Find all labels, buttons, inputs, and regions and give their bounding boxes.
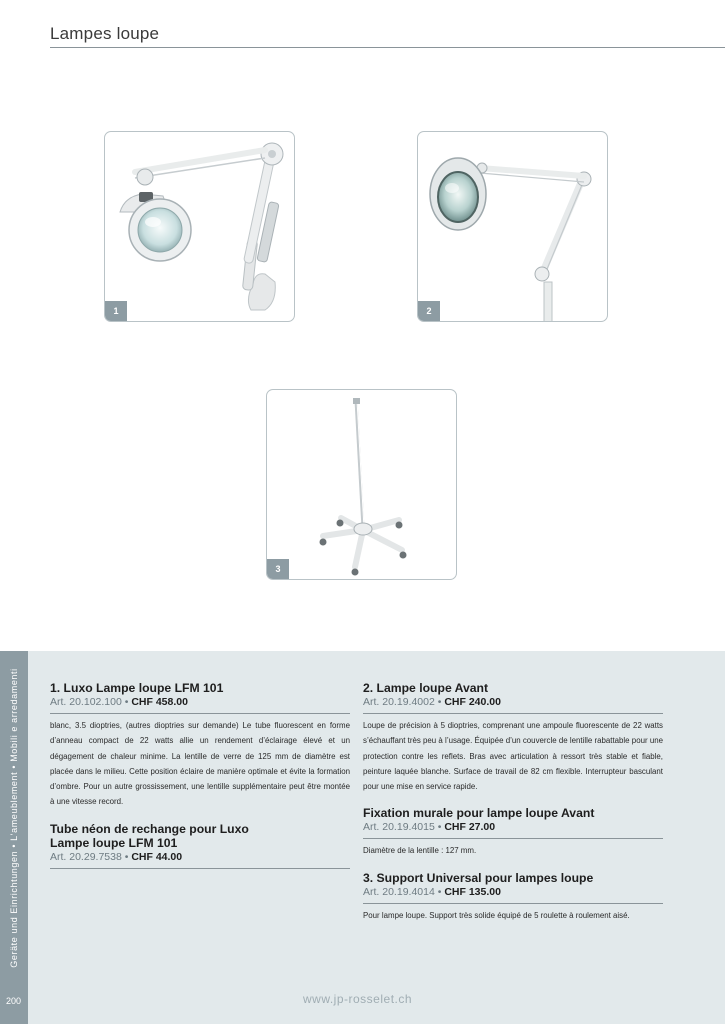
product-block <box>50 822 350 869</box>
product-block <box>50 681 350 810</box>
product-photo-1 <box>104 131 295 322</box>
product-photo-3 <box>266 389 457 580</box>
product-article: Art. 20.19.4014 • CHF 135.00 <box>363 885 501 898</box>
product-column-left <box>50 681 350 869</box>
photo-badge: 1 <box>105 301 127 321</box>
product-price: CHF 458.00 <box>131 696 188 708</box>
product-divider <box>50 713 350 714</box>
product-description: Loupe de précision à 5 dioptries, comprenant une ampoule fluorescente de 22 watts s’échauffant très peu à l’usage. Équipée d’un couvercle de lentille rabattable pour une protection contre les reflets. Bras avec articulation à ressort très stable et fiable, peinture laquée blanche. Surface de travail de 82 cm flexible. Interrupteur basculant pour une mise en service rapide. <box>363 721 663 792</box>
photo-badge: 3 <box>267 559 289 579</box>
product-price: CHF 135.00 <box>444 885 501 898</box>
product-title: 1. Luxo Lampe loupe LFM 101 <box>50 681 224 695</box>
product-price: CHF 240.00 <box>444 696 501 708</box>
product-divider <box>363 838 663 839</box>
product-block <box>363 871 663 923</box>
product-divider <box>363 713 663 714</box>
stand-illustration <box>267 390 457 580</box>
side-category-label: Geräte und Einrichtungen • L'ameublement • Mobili e arredamenti <box>9 668 19 968</box>
product-description: Diamètre de la lentille : 127 mm. <box>363 846 477 856</box>
product-article: Art. 20.29.7538 • CHF 44.00 <box>50 850 183 863</box>
product-divider <box>363 903 663 904</box>
product-title: Tube néon de rechange pour Luxo Lampe loupe LFM 101 <box>50 821 249 850</box>
product-article: Art. 20.102.100 • CHF 458.00 <box>50 696 188 708</box>
product-column-right <box>363 681 663 923</box>
product-description: blanc, 3.5 dioptries, (autres dioptries sur demande) Le tube fluorescent en forme d’anneau compact de 22 watts allie un rendement d’éclairage élevé et un dégagement de chaleur minime. La lentille de verre de 125 mm de diamètre est placée dans le milieu. Cette position éclaire de manière optimale et évite la formation d’ombre. Pour un autre grossissement, une lentille supplémentaire peut être montée à une vitesse record. <box>50 721 350 807</box>
product-title: 2. Lampe loupe Avant <box>363 681 489 695</box>
footer-website-url: www.jp-rosselet.ch <box>303 992 413 1006</box>
product-divider <box>50 868 350 869</box>
product-article: Art. 20.19.4002 • CHF 240.00 <box>363 696 501 708</box>
product-price: CHF 27.00 <box>444 821 496 834</box>
product-article: Art. 20.19.4015 • CHF 27.00 <box>363 821 496 834</box>
product-title: 3. Support Universal pour lampes loupe <box>363 870 594 885</box>
product-block <box>363 806 663 858</box>
photo-badge: 2 <box>418 301 440 321</box>
page-title: Lampes loupe <box>50 24 160 43</box>
product-title: Fixation murale pour lampe loupe Avant <box>363 806 595 821</box>
product-price: CHF 44.00 <box>131 850 183 863</box>
product-description: Pour lampe loupe. Support très solide équipé de 5 roulette à roulement aisé. <box>363 910 630 920</box>
product-photo-2 <box>417 131 608 322</box>
page-number: 200 <box>6 996 22 1006</box>
product-block <box>363 681 663 794</box>
lamp-arm-illustration <box>418 132 608 322</box>
lamp-clamp-illustration <box>105 132 295 322</box>
title-divider <box>50 47 725 48</box>
